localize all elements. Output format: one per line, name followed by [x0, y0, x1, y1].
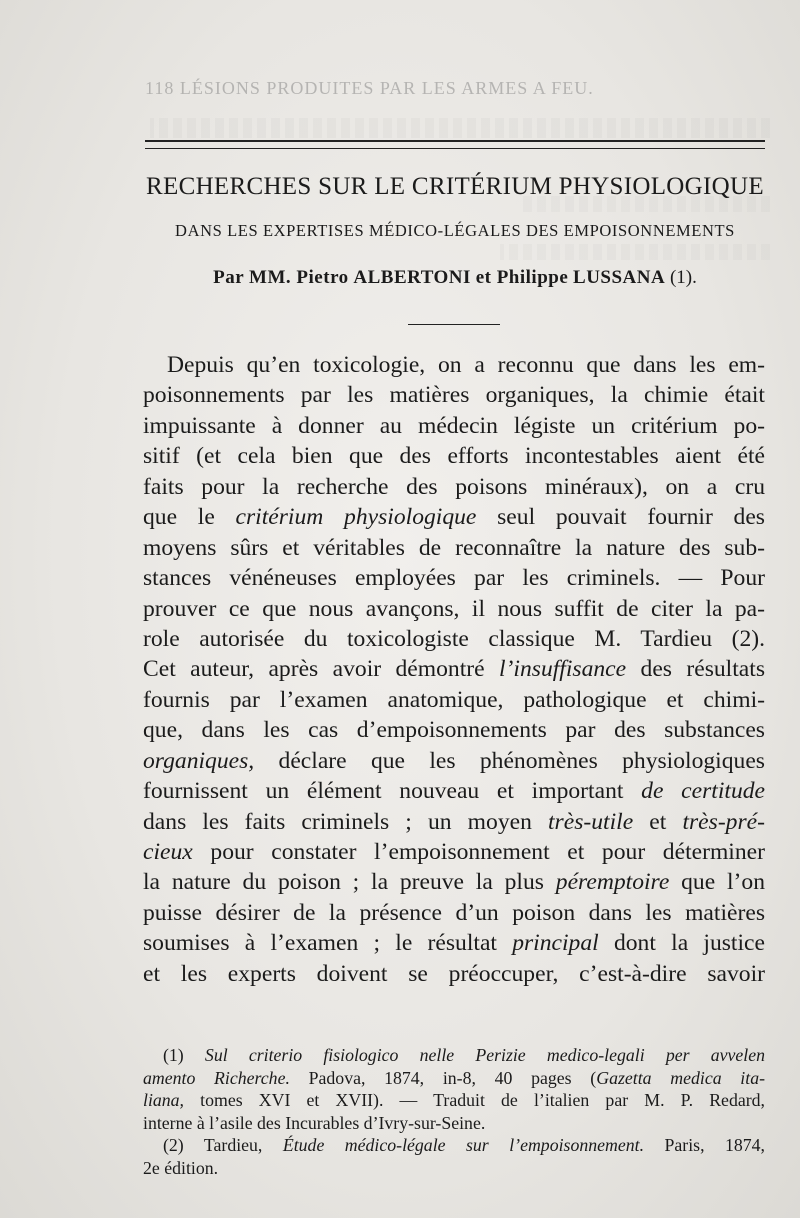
body-line	[143, 441, 765, 471]
text-run: dont la justice	[598, 930, 765, 957]
body-line	[143, 350, 765, 380]
italic-text: Sul criterio fisiologico nelle Perizie medico-legali per avvelen	[204, 1045, 765, 1065]
bleed-through-texture	[150, 118, 770, 138]
text-run: fournis par l’examen anatomique, pathologique et chimi-	[143, 686, 765, 713]
text-run: sitif (et cela bien que des efforts incontestables aient été	[143, 443, 765, 470]
text-run: impuissante à donner au médecin légiste un critérium po-	[143, 412, 765, 439]
authors-note: (1).	[669, 267, 697, 288]
body-line	[143, 867, 765, 897]
text-run: que l’on	[669, 869, 765, 896]
footnote-line	[143, 1067, 765, 1090]
text-run: poisonnements par les matières organiques, la chimie était	[143, 382, 765, 409]
text-run: (1)	[163, 1045, 205, 1065]
text-run: et	[633, 808, 683, 835]
text-run: Padova, 1874, in-8, 40 pages (	[289, 1067, 597, 1088]
footnote-line	[143, 1044, 765, 1067]
italic-text: de certitude	[641, 778, 766, 805]
footnote-line	[143, 1112, 765, 1135]
text-run: 2e édition.	[143, 1157, 219, 1178]
footnote-line	[143, 1089, 765, 1112]
text-run: que le	[143, 504, 236, 531]
text-run: soumises à l’examen ; le résultat	[143, 930, 513, 957]
body-line	[143, 533, 765, 563]
text-run: déclare que les phénomènes physiologiques	[254, 747, 765, 774]
text-run: Depuis qu’en toxicologie, on a reconnu que dans les em-	[167, 352, 765, 378]
text-run: Cet auteur, après avoir démontré	[143, 656, 499, 683]
text-run: Paris, 1874,	[644, 1135, 765, 1156]
text-run: pour constater l’empoisonnement et pour déterminer	[192, 839, 765, 865]
text-run: prouver ce que nous avançons, il nous suffit de citer la pa-	[143, 595, 765, 622]
body-line	[143, 746, 765, 776]
text-run: tomes XVI et XVII). — Traduit de l’italien par M. P. Redard,	[184, 1090, 765, 1111]
italic-text: critérium physiologique	[235, 504, 477, 531]
body-line	[143, 837, 765, 867]
italic-text: Étude médico-légale sur l’empoisonnement.	[282, 1135, 645, 1156]
body-line	[143, 959, 765, 989]
body-line	[143, 411, 765, 441]
text-run: (2) Tardieu,	[163, 1135, 283, 1156]
italic-text: principal	[512, 930, 599, 957]
article-body	[143, 350, 765, 989]
article-subtitle: DANS LES EXPERTISES MÉDICO-LÉGALES DES EMPOISONNEMENTS	[175, 221, 735, 240]
text-run: fournissent un élément nouveau et important	[143, 778, 642, 805]
text-run: et les experts doivent se préoccuper, c’est-à-dire savoir	[143, 960, 765, 987]
body-line	[143, 594, 765, 624]
author-name-2: LUSSANA	[573, 267, 666, 288]
header-double-rule	[145, 140, 765, 149]
article-title: RECHERCHES SUR LE CRITÉRIUM PHYSIOLOGIQUE	[146, 173, 764, 200]
author-name-1: ALBERTONI	[353, 267, 471, 288]
text-run: role autorisée du toxicologiste classique M. Tardieu (2).	[143, 625, 765, 652]
footnote-line	[143, 1134, 765, 1157]
text-run: dans les faits criminels ; un moyen	[143, 808, 548, 835]
bleed-through-texture	[500, 244, 770, 260]
text-run: faits pour la recherche des poisons minéraux), on a cru	[143, 473, 765, 500]
authors-mid: et Philippe	[475, 267, 569, 288]
running-head: 118 LÉSIONS PRODUITES PAR LES ARMES A FEU.	[145, 78, 594, 98]
article-authors	[145, 267, 765, 289]
authors-prefix: Par MM. Pietro	[213, 267, 349, 288]
italic-text: Gazetta medica ita-	[596, 1067, 765, 1088]
body-line	[143, 685, 765, 715]
text-run: des résultats	[626, 656, 766, 683]
text-run: seul pouvait fournir des	[476, 504, 765, 531]
body-line	[143, 502, 765, 532]
text-run: moyens sûrs et véritables de reconnaître la nature des sub-	[143, 534, 765, 561]
text-run: que, dans les cas d’empoisonnements par des substances	[143, 717, 765, 744]
italic-text: très-utile	[548, 808, 634, 835]
body-line	[143, 654, 765, 684]
text-run: stances vénéneuses employées par les criminels. — Pour	[143, 565, 765, 592]
italic-text: péremptoire	[555, 869, 670, 896]
body-line	[143, 563, 765, 593]
section-rule	[408, 324, 500, 325]
body-line	[143, 715, 765, 745]
body-line	[143, 380, 765, 410]
italic-text: cieux	[143, 839, 193, 865]
body-line	[143, 807, 765, 837]
text-run: interne à l’asile des Incurables d’Ivry-sur-Seine.	[143, 1112, 486, 1133]
body-line	[143, 928, 765, 958]
italic-text: très-pré-	[682, 808, 765, 835]
text-run: puisse désirer de la présence d’un poison dans les matières	[143, 899, 765, 926]
footnotes	[143, 1044, 765, 1180]
body-line	[143, 624, 765, 654]
body-line	[143, 472, 765, 502]
italic-text: liana,	[143, 1090, 184, 1111]
body-line	[143, 776, 765, 806]
italic-text: organiques,	[143, 747, 255, 774]
footnote-line	[143, 1157, 765, 1180]
italic-text: amento Richerche.	[143, 1067, 290, 1088]
italic-text: l’insuffisance	[499, 656, 627, 683]
text-run: la nature du poison ; la preuve la plus	[143, 869, 556, 896]
body-line	[143, 898, 765, 928]
